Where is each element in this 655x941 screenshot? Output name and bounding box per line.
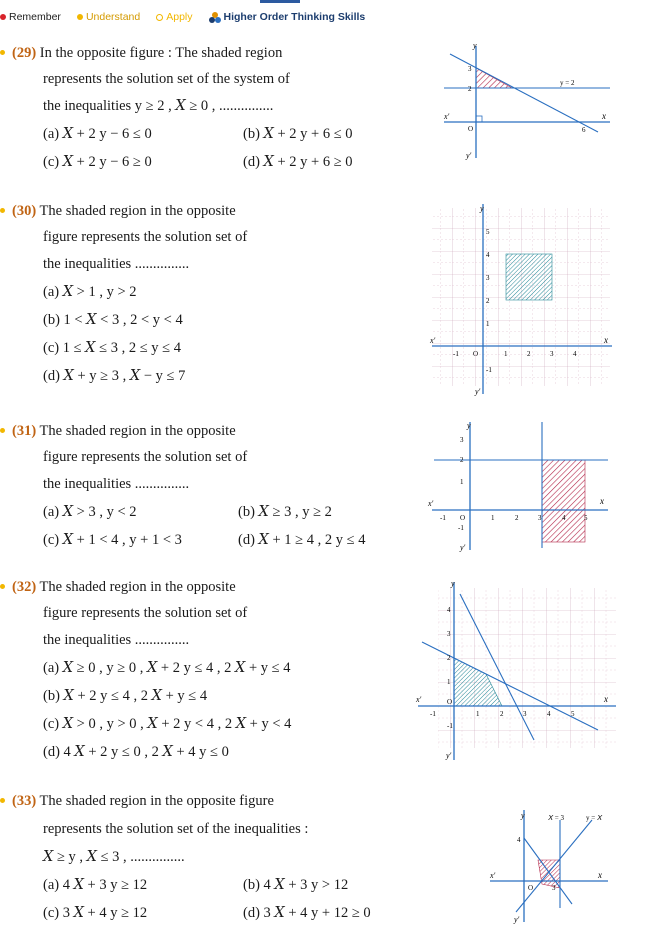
option-b[interactable]: (b) 1 < 𝑋 < 3 , 2 < y < 4 — [43, 312, 183, 328]
option-c[interactable]: (c) 3 𝑋 + 4 y ≥ 12 — [43, 905, 148, 921]
tick-3: 3 — [552, 884, 556, 892]
tick-x-1: 1 — [504, 350, 508, 358]
option-b[interactable]: (b) 𝑋 + 2 y ≤ 4 , 2 𝑋 + y ≤ 4 — [43, 688, 208, 704]
x-label: x — [600, 496, 604, 506]
question-text-line: 𝑋 ≥ y , 𝑋 ≤ 3 , ............... — [43, 849, 185, 865]
tick-6: 6 — [582, 126, 586, 134]
option-b[interactable]: (b) 4 𝑋 + 3 y > 12 — [243, 877, 349, 893]
tick-y-1: 1 — [460, 478, 464, 486]
x-prime-label: x' — [428, 499, 434, 508]
figure-30 — [420, 202, 620, 398]
apply-ring-icon — [156, 14, 163, 21]
legend-apply: Apply — [156, 11, 192, 23]
question-30 — [0, 198, 655, 398]
question-number: (32) — [12, 579, 37, 595]
legend-hots: Higher Order Thinking Skills — [209, 11, 366, 23]
tick-y--1: -1 — [486, 366, 492, 374]
question-text-line: figure represents the solution set of — [43, 449, 248, 465]
bullet-icon — [0, 208, 5, 213]
tick-x--1: -1 — [430, 710, 436, 718]
tick-x-2: 2 — [500, 710, 504, 718]
bullet-icon — [0, 428, 5, 433]
tick-y-5: 5 — [486, 228, 490, 236]
question-text-line: figure represents the solution set of — [43, 605, 248, 621]
y-prime-label: y' — [466, 151, 472, 160]
option-d[interactable]: (d) 𝑋 + 2 y + 6 ≥ 0 — [243, 154, 353, 170]
question-text-line: (29) In the opposite figure : The shaded region — [12, 45, 283, 61]
option-b[interactable]: (b) 𝑋 ≥ 3 , y ≥ 2 — [238, 504, 332, 520]
tick-y-3: 3 — [486, 274, 490, 282]
legend-remember: Remember — [0, 11, 61, 23]
question-29 — [0, 40, 655, 190]
remember-dot-icon — [0, 14, 6, 20]
figure-33 — [480, 808, 615, 938]
tick-y--1: -1 — [458, 524, 464, 532]
bullet-icon — [0, 50, 5, 55]
tick-y-4: 4 — [486, 251, 490, 259]
figure-32 — [412, 580, 622, 766]
x-label: x — [602, 111, 606, 121]
question-number: (30) — [12, 203, 37, 219]
tick-x-3: 3 — [538, 514, 542, 522]
x-prime-label: x' — [490, 871, 496, 880]
question-text-line: the inequalities ............... — [43, 632, 190, 648]
tick-y-4: 4 — [447, 606, 451, 614]
origin-label: O — [468, 125, 474, 133]
option-a[interactable]: (a) 𝑋 > 1 , y > 2 — [43, 284, 137, 300]
question-number: (33) — [12, 793, 37, 809]
bullet-icon — [0, 584, 5, 589]
option-c[interactable]: (c) 𝑋 + 2 y − 6 ≥ 0 — [43, 154, 152, 170]
question-text-line: the inequalities ............... — [43, 256, 190, 272]
tick-y-2: 2 — [486, 297, 490, 305]
question-text-line: the inequalities ............... — [43, 476, 190, 492]
top-accent-bar — [260, 0, 300, 3]
tick-2: 2 — [468, 85, 472, 93]
origin-label: O — [528, 884, 534, 892]
origin-label: O — [473, 350, 479, 358]
legend-understand: Understand — [77, 11, 140, 23]
bullet-icon — [0, 798, 5, 803]
tick-y-2: 2 — [460, 456, 464, 464]
tick-x-3: 3 — [523, 710, 527, 718]
tick-x-2: 2 — [527, 350, 531, 358]
figure-29 — [440, 40, 620, 170]
y-prime-label: y' — [475, 387, 481, 396]
origin-label: O — [460, 514, 466, 522]
option-d[interactable]: (d) 3 𝑋 + 4 y + 12 ≥ 0 — [243, 905, 371, 921]
x-label: x — [598, 870, 602, 880]
understand-dot-icon — [77, 14, 83, 20]
tick-3: 3 — [468, 65, 472, 73]
tick-4: 4 — [517, 836, 521, 844]
option-c[interactable]: (c) 𝑋 + 1 < 4 , y + 1 < 3 — [43, 532, 182, 548]
x-label: x — [604, 335, 608, 345]
question-32 — [0, 574, 655, 774]
question-text-line: represents the solution set of the system of — [43, 71, 290, 87]
option-c[interactable]: (c) 𝑋 > 0 , y > 0 , 𝑋 + 2 y < 4 , 2 𝑋 + y < 4 — [43, 716, 292, 732]
question-number: (31) — [12, 423, 37, 439]
option-b[interactable]: (b) 𝑋 + 2 y + 6 ≤ 0 — [243, 126, 353, 142]
x-prime-label: x' — [430, 336, 436, 345]
question-text-line: (33) The shaded region in the opposite figure — [12, 793, 274, 809]
tick-x-1: 1 — [491, 514, 495, 522]
question-text-line: (30) The shaded region in the opposite — [12, 203, 236, 219]
question-31 — [0, 418, 655, 568]
y-label: y — [521, 811, 525, 820]
question-number: (29) — [12, 45, 37, 61]
tick-x-5: 5 — [571, 710, 575, 718]
y-label: y — [451, 580, 455, 588]
y-label: y — [467, 421, 471, 430]
line-y-eq-x — [516, 820, 592, 912]
y-prime-label: y' — [460, 543, 466, 552]
tick-x-4: 4 — [562, 514, 566, 522]
option-d[interactable]: (d) 𝑋 + y ≥ 3 , 𝑋 − y ≤ 7 — [43, 368, 186, 384]
tick-x-4: 4 — [573, 350, 577, 358]
line-label-y2: y = 2 — [560, 79, 575, 87]
y-label: y — [473, 41, 477, 50]
tick-y-2: 2 — [447, 654, 451, 662]
tick-x-3: 3 — [550, 350, 554, 358]
tick-y-3: 3 — [460, 436, 464, 444]
tick-x-4: 4 — [547, 710, 551, 718]
option-a[interactable]: (a) 𝑋 > 3 , y < 2 — [43, 504, 137, 520]
line-label-x3: 𝑋 = 3 — [548, 814, 564, 822]
question-text-line: figure represents the solution set of — [43, 229, 248, 245]
question-33 — [0, 788, 655, 938]
tick-x--1: -1 — [453, 350, 459, 358]
hots-dots-icon — [209, 12, 221, 22]
line-label-yx: y = 𝑋 — [586, 814, 602, 822]
question-text-line: (32) The shaded region in the opposite — [12, 579, 236, 595]
option-a[interactable]: (a) 𝑋 + 2 y − 6 ≤ 0 — [43, 126, 152, 142]
option-a[interactable]: (a) 𝑋 ≥ 0 , y ≥ 0 , 𝑋 + 2 y ≤ 4 , 2 𝑋 + y ≤ 4 — [43, 660, 291, 676]
figure-31 — [420, 418, 615, 558]
tick-y-3: 3 — [447, 630, 451, 638]
skill-legend — [0, 8, 365, 26]
y-prime-label: y' — [514, 915, 520, 924]
y-label: y — [480, 204, 484, 213]
x-prime-label: x' — [444, 112, 450, 121]
y-prime-label: y' — [446, 751, 452, 760]
option-d[interactable]: (d) 𝑋 + 1 ≥ 4 , 2 y ≤ 4 — [238, 532, 366, 548]
option-d[interactable]: (d) 4 𝑋 + 2 y ≤ 0 , 2 𝑋 + 4 y ≤ 0 — [43, 744, 229, 760]
option-a[interactable]: (a) 4 𝑋 + 3 y ≥ 12 — [43, 877, 148, 893]
tick-y--1: -1 — [447, 722, 453, 730]
x-label: x — [604, 694, 608, 704]
tick-x--1: -1 — [440, 514, 446, 522]
option-c[interactable]: (c) 1 ≤ 𝑋 ≤ 3 , 2 ≤ y ≤ 4 — [43, 340, 181, 356]
origin-label: O — [447, 698, 453, 706]
tick-x-2: 2 — [515, 514, 519, 522]
tick-y-1: 1 — [447, 678, 451, 686]
shaded-region — [542, 460, 585, 542]
tick-x-5: 5 — [584, 514, 588, 522]
x-prime-label: x' — [416, 695, 422, 704]
line-x-plus-2y-6 — [450, 54, 598, 132]
shaded-region — [506, 254, 552, 300]
question-text-line: (31) The shaded region in the opposite — [12, 423, 236, 439]
question-text-line: the inequalities y ≥ 2 , 𝑋 ≥ 0 , ............... — [43, 98, 274, 114]
tick-x-1: 1 — [476, 710, 480, 718]
tick-y-1: 1 — [486, 320, 490, 328]
right-angle-mark — [476, 116, 482, 122]
question-text-line: represents the solution set of the inequalities : — [43, 821, 309, 837]
